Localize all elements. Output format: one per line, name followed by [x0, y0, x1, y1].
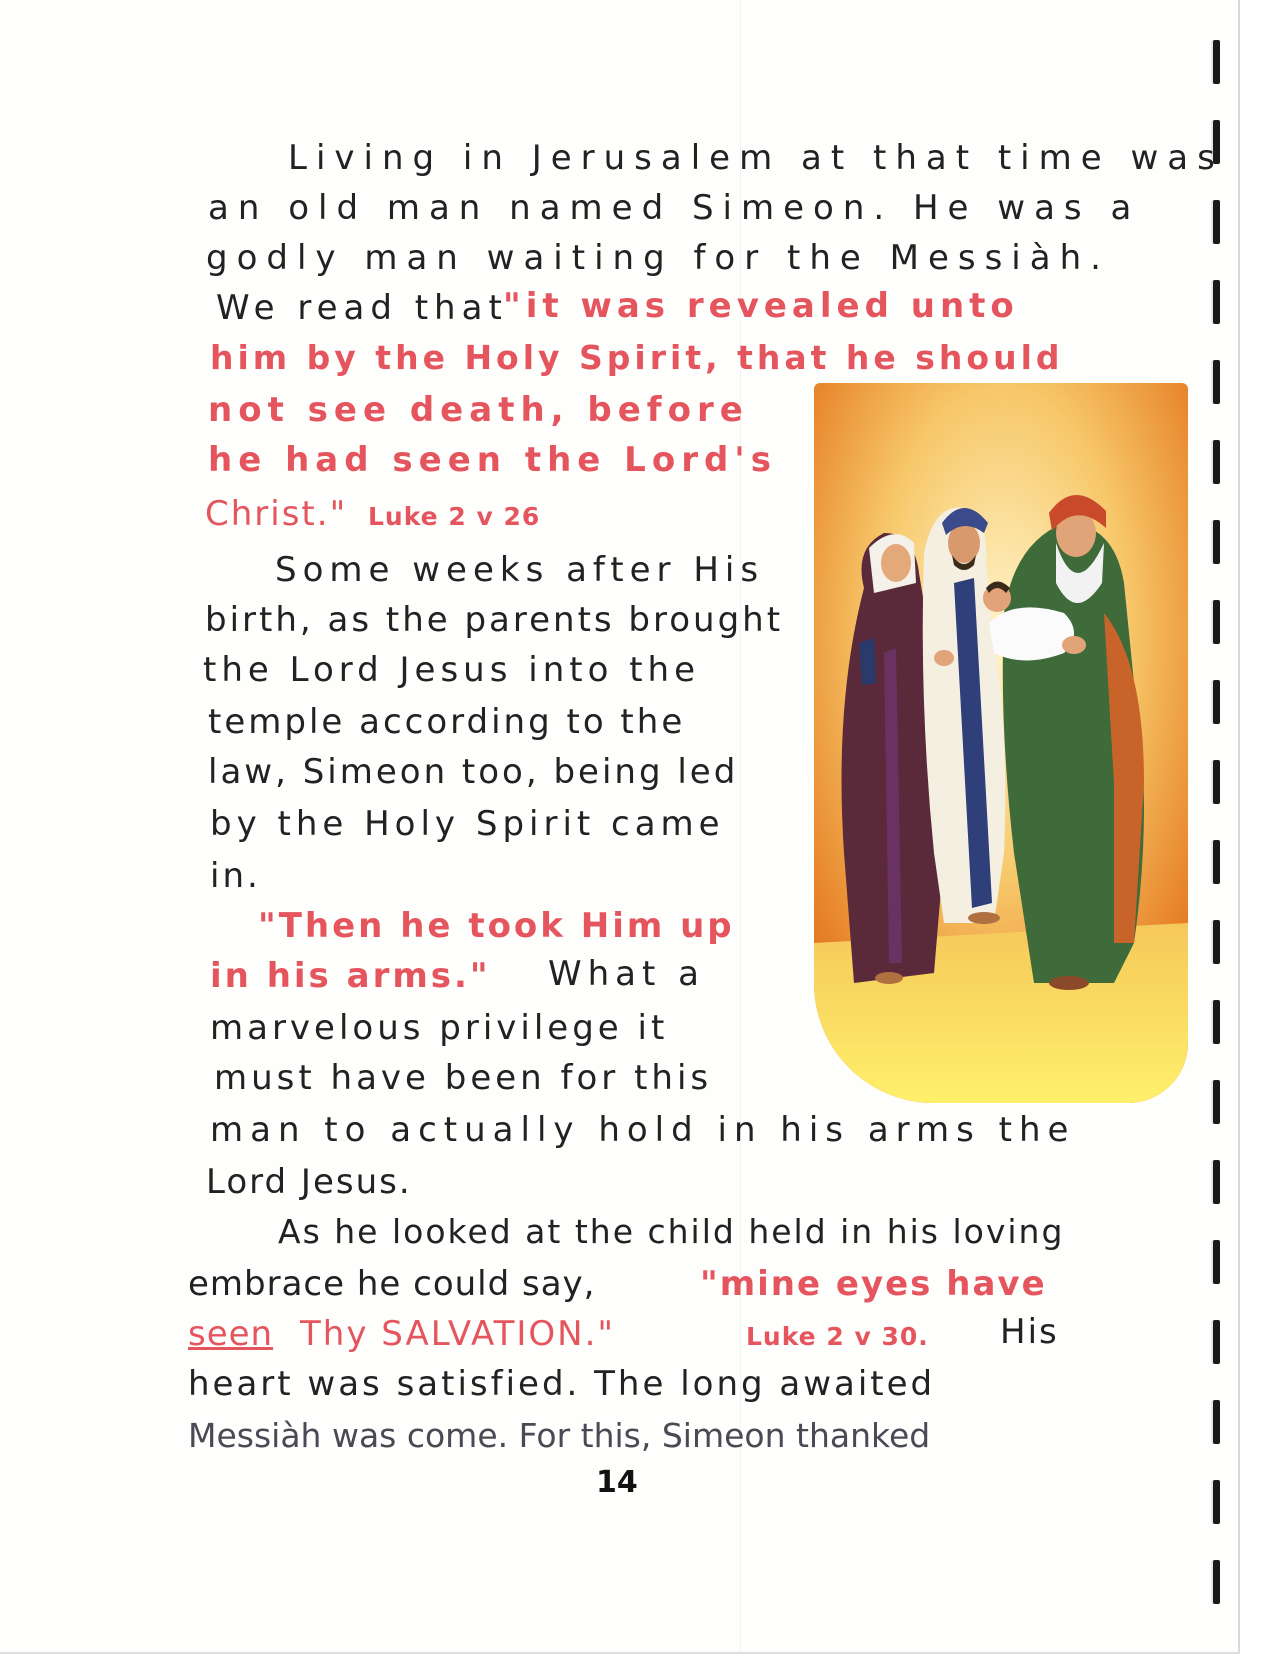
text-line: His [1000, 1312, 1059, 1352]
scripture-quote: in his arms." [210, 956, 491, 996]
scripture-quote: not see death, before [208, 390, 749, 430]
text-line: Some weeks after His [275, 550, 765, 590]
text-line: must have been for this [214, 1058, 713, 1098]
text-line: What a [548, 954, 705, 994]
text-line: marvelous privilege it [210, 1008, 669, 1048]
text-line: As he looked at the child held in his loving [278, 1212, 1065, 1251]
scripture-quote: him by the Holy Spirit, that he should [210, 338, 1064, 377]
text-line: Living in Jerusalem at that time was [288, 138, 1224, 178]
scripture-quote: Christ." [205, 494, 348, 534]
text-line: an old man named Simeon. He was a [208, 188, 1141, 228]
text-line: law, Simeon too, being led [208, 752, 739, 792]
text-line: heart was satisfied. The long awaited [188, 1364, 936, 1404]
scripture-quote: he had seen the Lord's [208, 440, 777, 480]
page-number: 14 [596, 1465, 638, 1500]
text-line: in. [210, 856, 261, 896]
scripture-quote: "mine eyes have [700, 1264, 1047, 1304]
scripture-quote: "it was revealed unto [503, 286, 1019, 326]
text-line: by the Holy Spirit came [210, 804, 725, 844]
text-line: man to actually hold in his arms the [210, 1110, 1076, 1150]
scripture-reference: Luke 2 v 30. [746, 1322, 929, 1351]
text-line: the Lord Jesus into the [203, 650, 700, 690]
text-line: godly man waiting for the Messiàh. [206, 238, 1110, 278]
scripture-quote: Thy SALVATION." [300, 1314, 616, 1354]
scripture-reference: Luke 2 v 26 [368, 502, 541, 531]
text-line: Lord Jesus. [206, 1162, 412, 1202]
scripture-quote-underlined: seen [188, 1314, 274, 1354]
text-line: Messiàh was come. For this, Simeon thanked [188, 1416, 931, 1455]
text-line: temple according to the [208, 702, 686, 742]
text-line: embrace he could say, [188, 1264, 596, 1304]
text-line: birth, as the parents brought [205, 600, 784, 640]
scripture-quote: "Then he took Him up [258, 906, 735, 946]
text-line: We read that [216, 288, 508, 328]
